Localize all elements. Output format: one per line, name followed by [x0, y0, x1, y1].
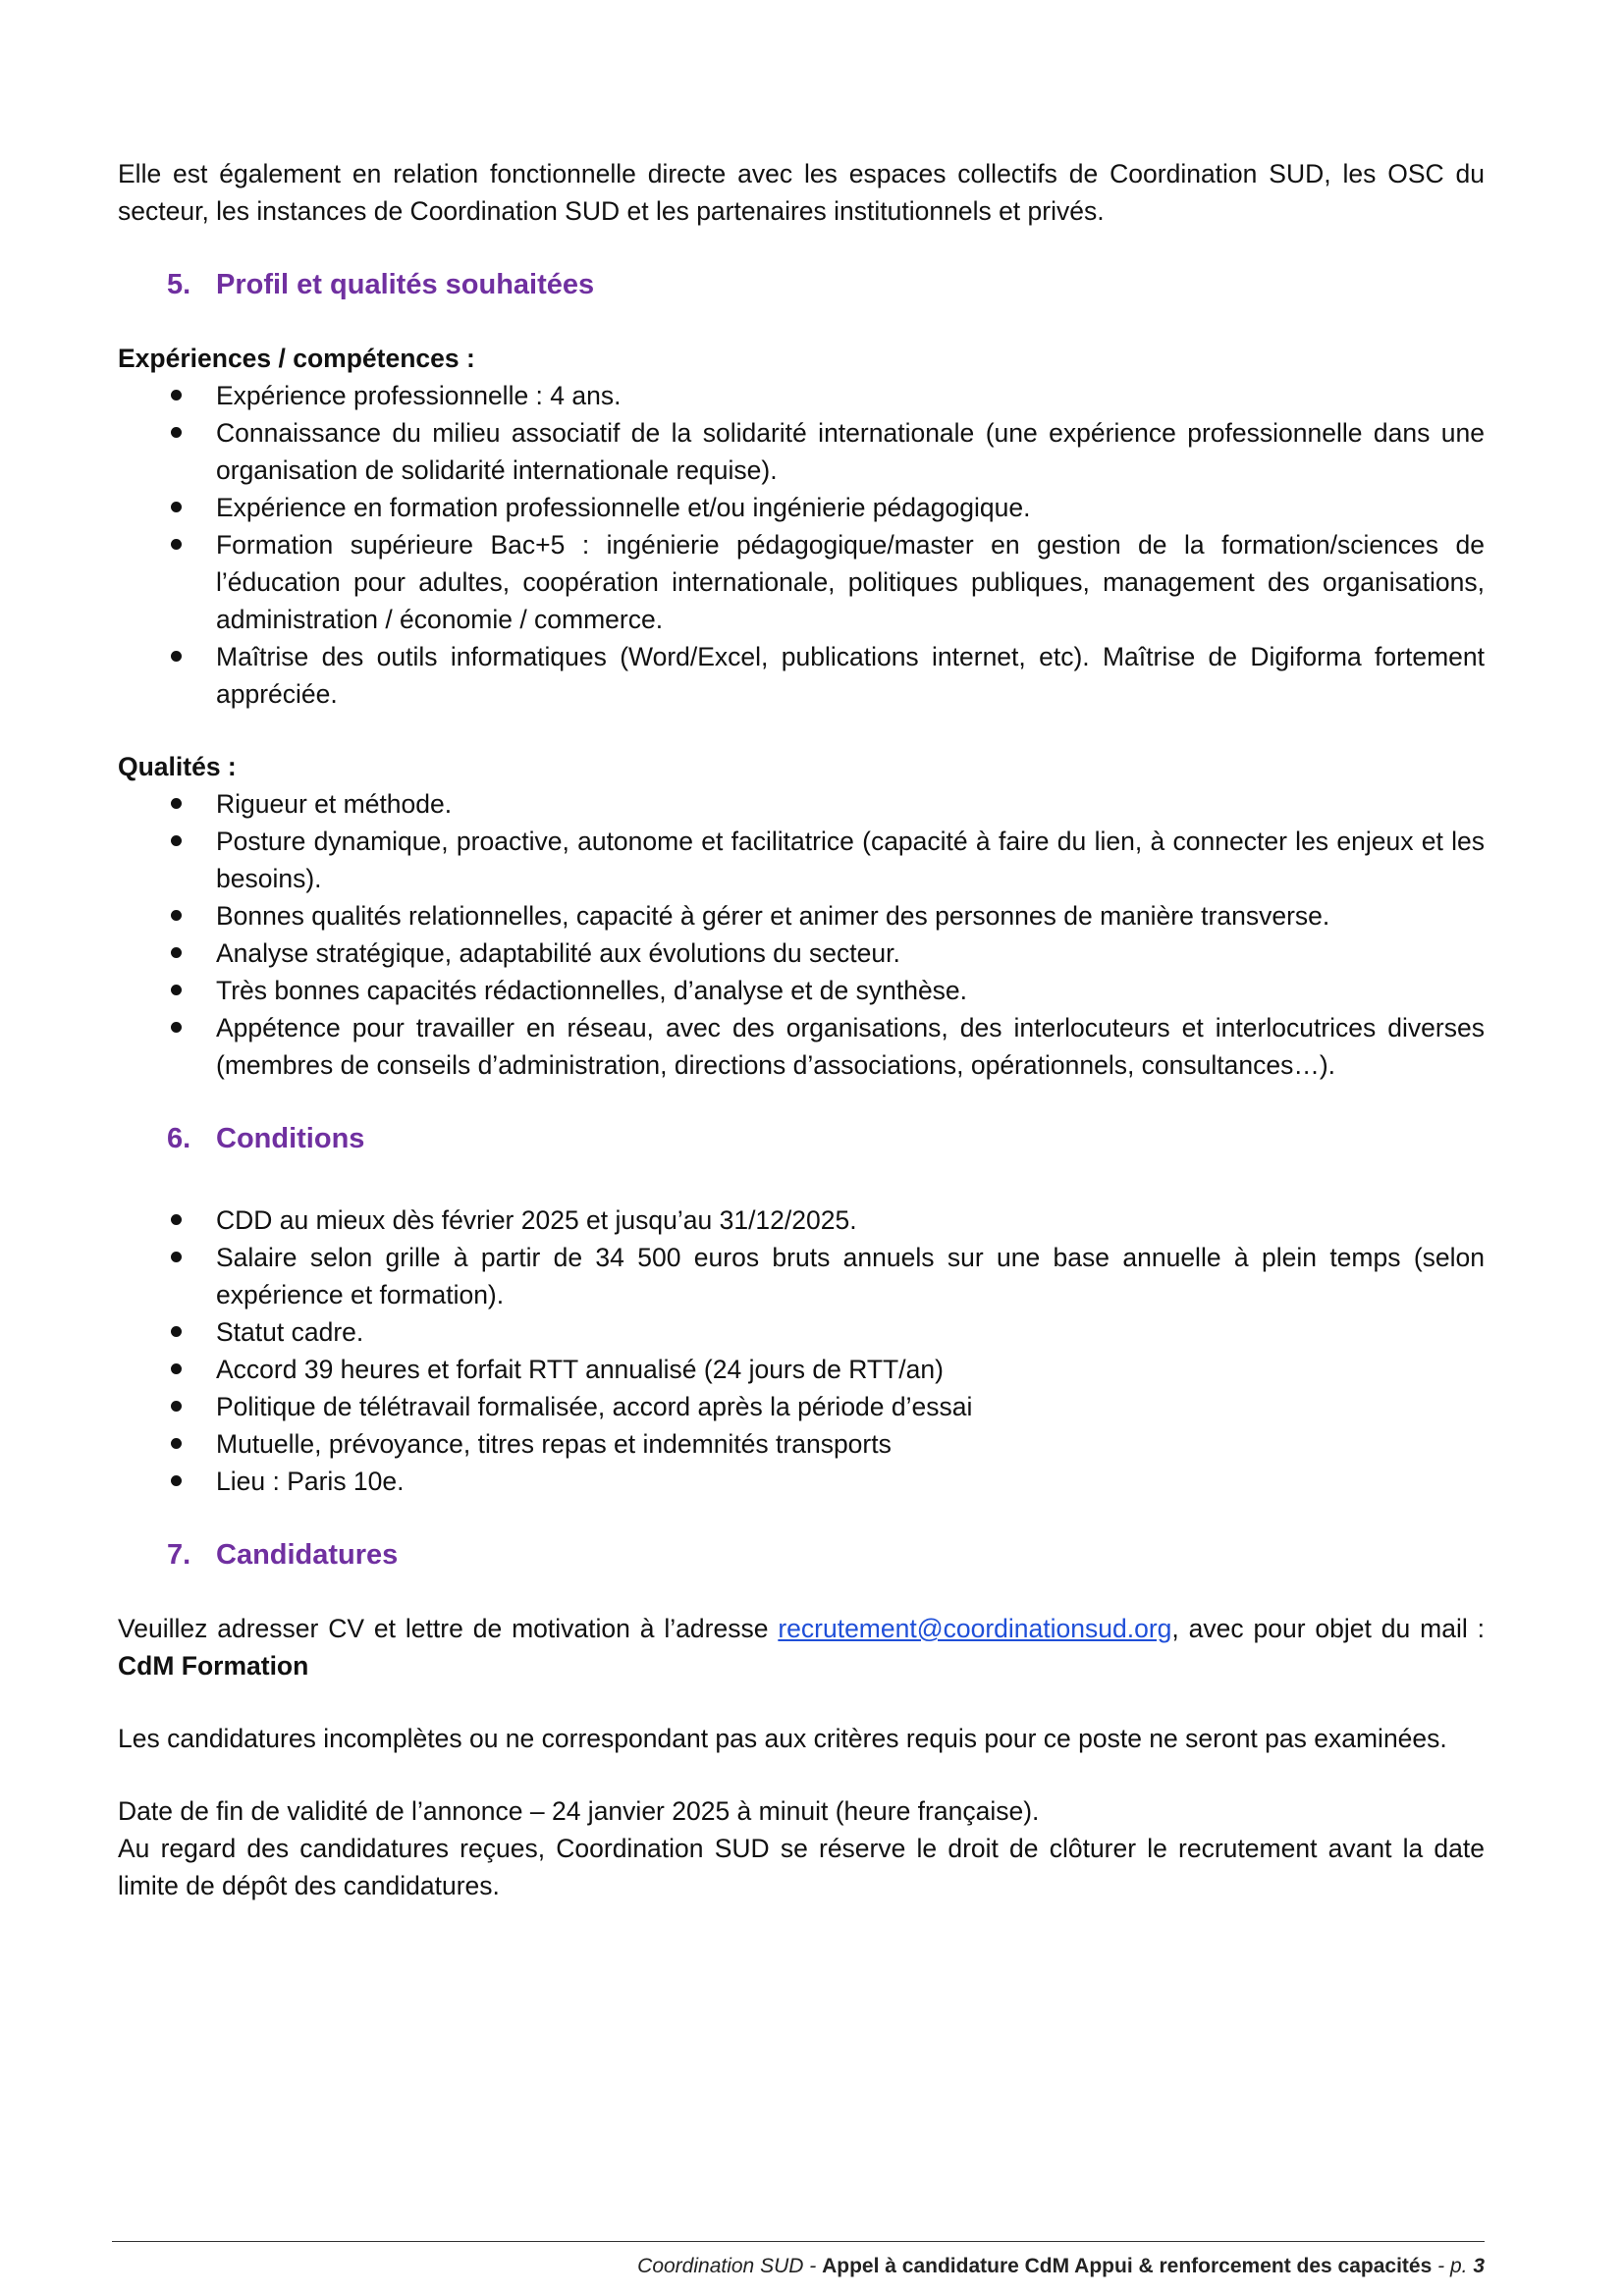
closing-notice: Au regard des candidatures reçues, Coordination SUD se réserve le droit de clôturer le recrutement avant la date limite de dépôt des candidatures.	[118, 1834, 1485, 1900]
bullet-icon	[171, 1214, 182, 1225]
bullet-icon	[171, 651, 182, 662]
qualites-list	[118, 785, 1485, 1084]
bullet-icon	[171, 390, 182, 400]
bullet-icon	[171, 835, 182, 846]
bullet-icon	[171, 502, 182, 512]
bullet-icon	[171, 1252, 182, 1262]
list-item: Bonnes qualités relationnelles, capacité à gérer et animer des personnes de manière transverse.	[118, 897, 1485, 934]
bullet-icon	[171, 910, 182, 921]
section-number: 5.	[167, 269, 191, 300]
bullet-icon	[171, 1438, 182, 1449]
bullet-icon	[171, 1022, 182, 1033]
page-number: 3	[1473, 2255, 1485, 2277]
footer-divider	[112, 2241, 1485, 2242]
bullet-icon	[171, 985, 182, 995]
list-item: Expérience en formation professionnelle et/ou ingénierie pédagogique.	[118, 489, 1485, 526]
bullet-icon	[171, 798, 182, 809]
list-item: Appétence pour travailler en réseau, avec des organisations, des interlocuteurs et interlocutrices diverses (membres de conseils d’administration, directions d’associations, opérationnels, consultances…).	[118, 1009, 1485, 1084]
list-item: Posture dynamique, proactive, autonome et facilitatrice (capacité à faire du lien, à connecter les enjeux et les besoins).	[118, 823, 1485, 897]
conditions-list	[118, 1201, 1485, 1500]
bullet-icon	[171, 427, 182, 438]
list-item: Mutuelle, prévoyance, titres repas et indemnités transports	[118, 1425, 1485, 1463]
page-content	[118, 155, 1485, 1904]
footer-org: Coordination SUD	[637, 2255, 804, 2277]
bullet-icon	[171, 539, 182, 550]
footer-doc-title: Appel à candidature CdM Appui & renforcement des capacités	[822, 2255, 1433, 2277]
list-item: Expérience professionnelle : 4 ans.	[118, 377, 1485, 414]
deadline-text: Date de fin de validité de l’annonce – 24 janvier 2025 à minuit (heure française).	[118, 1796, 1040, 1826]
bullet-icon	[171, 1475, 182, 1486]
list-item: Accord 39 heures et forfait RTT annualisé (24 jours de RTT/an)	[118, 1351, 1485, 1388]
mail-subject: CdM Formation	[118, 1651, 309, 1681]
section-heading-conditions	[118, 1119, 1485, 1158]
list-item: Analyse stratégique, adaptabilité aux évolutions du secteur.	[118, 934, 1485, 972]
list-item: Très bonnes capacités rédactionnelles, d’analyse et de synthèse.	[118, 972, 1485, 1009]
list-item: Politique de télétravail formalisée, accord après la période d’essai	[118, 1388, 1485, 1425]
page-footer: Coordination SUD - Appel à candidature CdM Appui & renforcement des capacités - p. 3	[637, 2255, 1485, 2277]
list-item: Rigueur et méthode.	[118, 785, 1485, 823]
bullet-icon	[171, 1363, 182, 1374]
intro-paragraph: Elle est également en relation fonctionnelle directe avec les espaces collectifs de Coordination SUD, les OSC du secteur, les instances de Coordination SUD et les partenaires institutionnels et privés.	[118, 159, 1485, 226]
bullet-icon	[171, 1401, 182, 1412]
list-item: Connaissance du milieu associatif de la solidarité internationale (une expérience professionnelle dans une organisation de solidarité internationale requise).	[118, 414, 1485, 489]
section-number: 7.	[167, 1539, 191, 1571]
list-item: Formation supérieure Bac+5 : ingénierie pédagogique/master en gestion de la formation/sciences de l’éducation pour adultes, coopération internationale, politiques publiques, management des organisations, administration / économie / commerce.	[118, 526, 1485, 638]
email-link[interactable]: recrutement@coordinationsud.org	[778, 1614, 1172, 1643]
bullet-icon	[171, 1326, 182, 1337]
section-number: 6.	[167, 1123, 191, 1154]
incomplete-notice: Les candidatures incomplètes ou ne correspondant pas aux critères requis pour ce poste ne seront pas examinées.	[118, 1724, 1447, 1753]
section-heading-candidatures	[118, 1535, 1485, 1575]
qualites-label: Qualités :	[118, 752, 237, 781]
bullet-icon	[171, 947, 182, 958]
apply-paragraph: Veuillez adresser CV et lettre de motivation à l’adresse recrutement@coordinationsud.org, avec pour objet du mail : CdM Formation	[118, 1614, 1485, 1681]
list-item: Statut cadre.	[118, 1313, 1485, 1351]
section-title: Profil et qualités souhaitées	[216, 269, 595, 300]
list-item: Maîtrise des outils informatiques (Word/Excel, publications internet, etc). Maîtrise de Digiforma fortement appréciée.	[118, 638, 1485, 713]
list-item: Lieu : Paris 10e.	[118, 1463, 1485, 1500]
experiences-label: Expériences / compétences :	[118, 344, 475, 373]
list-item: Salaire selon grille à partir de 34 500 euros bruts annuels sur une base annuelle à plein temps (selon expérience et formation).	[118, 1239, 1485, 1313]
section-title: Candidatures	[216, 1539, 399, 1571]
list-item: CDD au mieux dès février 2025 et jusqu’au 31/12/2025.	[118, 1201, 1485, 1239]
experiences-list	[118, 377, 1485, 713]
section-title: Conditions	[216, 1123, 365, 1154]
section-heading-profil	[118, 265, 1485, 304]
